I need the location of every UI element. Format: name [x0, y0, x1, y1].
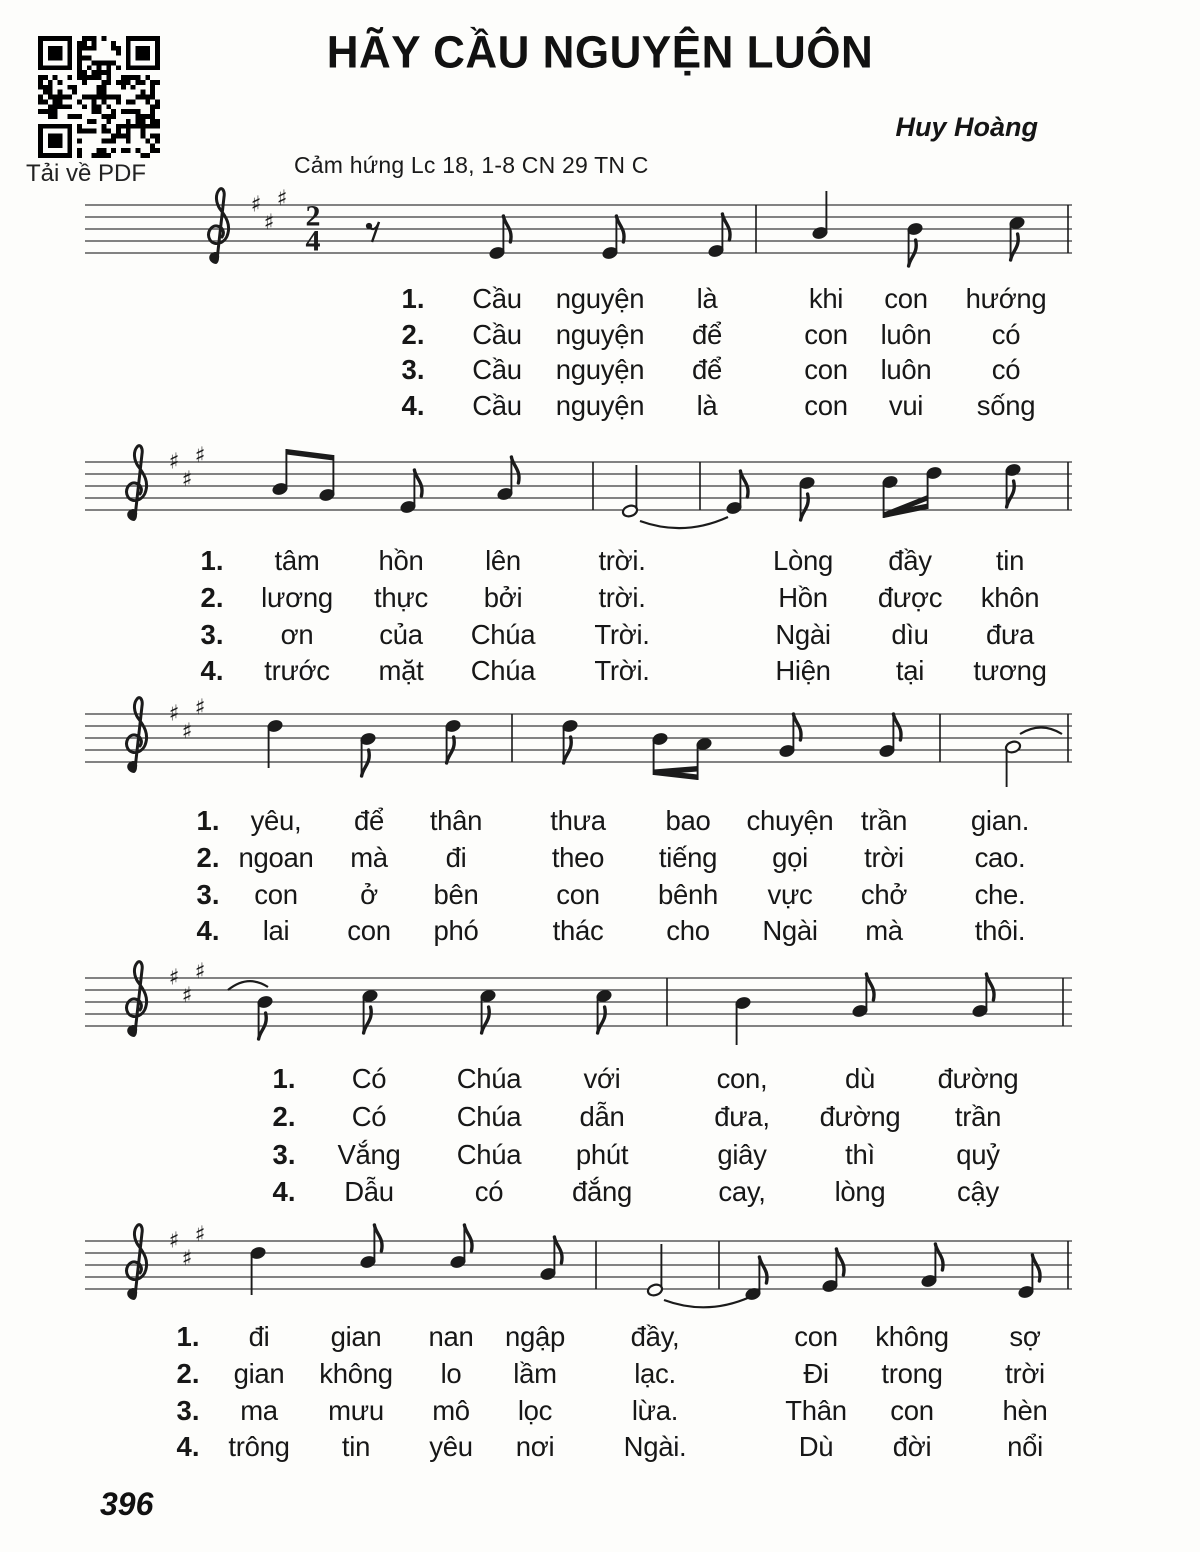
verse-line — [0, 618, 1200, 655]
svg-text:2: 2 — [305, 199, 321, 233]
lyric-word: sợ — [1009, 1321, 1041, 1352]
svg-text:♯: ♯ — [194, 1222, 206, 1248]
staff — [85, 696, 1072, 788]
lyric-word: ở — [360, 878, 378, 910]
lyric-word: của — [379, 618, 423, 650]
lyric-word: con — [347, 915, 391, 947]
lyric-word: ơn — [280, 618, 314, 650]
lyric-word: nguyện — [555, 354, 645, 386]
lyric-word: Hiện — [775, 655, 831, 687]
verse-number: 1. — [176, 1321, 200, 1352]
lyric-word: ma — [240, 1394, 278, 1426]
verse-number: 1. — [200, 545, 224, 576]
verse-number: 3. — [401, 354, 425, 386]
verse-line — [0, 282, 1200, 319]
lyric-word: con — [556, 878, 600, 910]
lyric-word: con — [794, 1321, 838, 1352]
lyric-word: cao. — [974, 841, 1026, 873]
lyric-word: không — [875, 1321, 949, 1352]
lyric-word: Trời. — [594, 618, 650, 650]
verse-line — [0, 1394, 1200, 1431]
lyric-word: đường — [819, 1100, 901, 1132]
verse-number: 2. — [200, 581, 224, 613]
lyric-word: Cầu — [472, 283, 522, 314]
verse-number: 4. — [200, 655, 224, 687]
lyric-word: tiếng — [658, 841, 718, 873]
staff — [85, 444, 1072, 529]
lyric-word: Có — [351, 1063, 387, 1094]
verse-number: 4. — [401, 390, 425, 422]
lyric-word: đi — [248, 1321, 270, 1352]
lyric-word: lên — [485, 545, 521, 576]
lyric-word: thì — [845, 1138, 875, 1170]
lyric-word: tại — [895, 655, 925, 687]
verse-line — [0, 544, 1200, 581]
lyric-word: trông — [228, 1431, 290, 1463]
lyric-word: con — [890, 1394, 934, 1426]
lyric-word: lương — [261, 581, 333, 613]
lyric-word: phó — [433, 915, 479, 947]
verse-number: 1. — [272, 1063, 296, 1094]
lyric-word: bênh — [658, 878, 718, 910]
lyric-word: nguyện — [555, 283, 645, 314]
lyric-word: Cầu — [472, 318, 522, 350]
lyric-word: Lòng — [773, 545, 833, 576]
svg-text:4: 4 — [305, 224, 321, 258]
verse-number: 3. — [176, 1394, 200, 1426]
verse-line — [0, 914, 1200, 951]
lyric-word: lai — [262, 915, 290, 947]
verse-number: 4. — [272, 1176, 296, 1208]
lyric-word: mà — [865, 915, 903, 947]
lyric-word: Ngài. — [623, 1431, 687, 1463]
verse-line — [0, 1062, 1200, 1099]
verse-line — [0, 1320, 1200, 1357]
lyric-word: nổi — [1007, 1431, 1043, 1463]
svg-text:♯: ♯ — [194, 695, 206, 721]
lyric-word: lừa. — [631, 1394, 679, 1426]
lyric-word: Dẫu — [344, 1176, 394, 1208]
lyric-word: hồn — [378, 545, 424, 576]
lyric-word: trong — [881, 1357, 943, 1389]
lyric-word: con — [804, 318, 848, 350]
lyric-word: đầy, — [630, 1321, 680, 1352]
verse-line — [0, 318, 1200, 355]
lyric-word: gian. — [970, 805, 1030, 836]
lyric-word: tâm — [274, 545, 320, 576]
lyric-word: có — [991, 354, 1021, 386]
lyric-word: Cầu — [472, 354, 522, 386]
verse-line — [0, 389, 1200, 426]
verse-number: 4. — [176, 1431, 200, 1463]
svg-text:♯: ♯ — [168, 965, 180, 991]
lyric-word: phút — [575, 1138, 629, 1170]
lyric-word: Ngài — [775, 618, 831, 650]
svg-text:♯: ♯ — [250, 192, 262, 218]
lyric-word: là — [696, 390, 718, 422]
lyric-word: đắng — [572, 1176, 632, 1208]
lyric-word: Trời. — [594, 655, 650, 687]
svg-text:♯: ♯ — [194, 959, 206, 985]
lyric-word: Ngài — [762, 915, 818, 947]
lyric-word: trần — [860, 805, 908, 836]
lyric-word: yêu, — [250, 805, 302, 836]
lyric-word: gian — [233, 1357, 285, 1389]
lyric-word: bởi — [483, 581, 523, 613]
lyric-word: con — [804, 354, 848, 386]
svg-text:♯: ♯ — [194, 443, 206, 469]
composer-name: Huy Hoàng — [895, 112, 1038, 142]
verse-number: 1. — [196, 805, 220, 836]
lyric-word: là — [696, 283, 718, 314]
verse-line — [0, 1175, 1200, 1212]
verse-line — [0, 1357, 1200, 1394]
lyric-word: hướng — [965, 283, 1047, 314]
verse-line — [0, 1138, 1200, 1175]
lyric-word: đời — [892, 1431, 932, 1463]
verse-number: 4. — [196, 915, 220, 947]
lyric-word: có — [991, 318, 1021, 350]
lyric-word: đầy — [888, 545, 932, 576]
lyric-word: với — [583, 1063, 621, 1094]
lyric-word: con — [884, 283, 928, 314]
lyric-word: vui — [888, 390, 924, 422]
verse-line — [0, 1430, 1200, 1467]
lyric-word: dẫn — [579, 1100, 625, 1132]
lyric-word: nguyện — [555, 390, 645, 422]
lyric-word: để — [692, 318, 722, 350]
lyric-word: Chúa — [470, 618, 536, 650]
staff — [85, 1223, 1072, 1308]
lyric-word: thôi. — [974, 915, 1026, 947]
lyric-word: con — [254, 878, 298, 910]
svg-text:♯: ♯ — [263, 210, 275, 236]
svg-text:♯: ♯ — [181, 983, 193, 1009]
lyric-word: khi — [808, 283, 844, 314]
verse-number: 3. — [200, 618, 224, 650]
scripture-reference: Cảm hứng Lc 18, 1-8 CN 29 TN C — [294, 152, 649, 178]
verse-line — [0, 581, 1200, 618]
lyric-word: để — [692, 354, 722, 386]
staff — [85, 187, 1072, 267]
lyric-word: cậy — [957, 1176, 999, 1208]
lyric-word: nguyện — [555, 318, 645, 350]
verse-line — [0, 654, 1200, 691]
lyric-word: bao — [665, 805, 711, 836]
lyric-word: để — [354, 805, 384, 836]
lyric-word: mô — [432, 1394, 470, 1426]
verse-number: 2. — [401, 318, 425, 350]
lyric-word: thác — [552, 915, 604, 947]
lyric-word: cay, — [718, 1176, 766, 1208]
song-title: HÃY CẦU NGUYỆN LUÔN — [326, 27, 874, 78]
verse-number: 2. — [176, 1357, 200, 1389]
lyric-word: trời — [1005, 1357, 1045, 1389]
lyric-word: yêu — [429, 1431, 473, 1463]
lyric-word: luôn — [880, 318, 932, 350]
staff — [85, 960, 1072, 1046]
lyric-word: mặt — [378, 655, 424, 687]
lyric-word: gian — [330, 1321, 382, 1352]
lyric-word: lầm — [513, 1357, 557, 1389]
lyric-word: luôn — [880, 354, 932, 386]
lyric-word: tương — [973, 655, 1047, 687]
lyric-word: giây — [717, 1138, 767, 1170]
verse-line — [0, 353, 1200, 390]
lyric-word: bên — [433, 878, 479, 910]
svg-text:♯: ♯ — [168, 701, 180, 727]
lyric-word: lòng — [834, 1176, 886, 1208]
svg-text:♯: ♯ — [181, 467, 193, 493]
lyric-word: trời. — [598, 581, 646, 613]
lyric-word: Đi — [803, 1357, 829, 1389]
verse-line — [0, 841, 1200, 878]
lyric-word: Chúa — [456, 1138, 522, 1170]
lyric-word: theo — [551, 841, 605, 873]
lyric-word: lạc. — [634, 1357, 676, 1389]
verse-number: 2. — [196, 841, 220, 873]
lyric-word: chở — [860, 878, 908, 910]
lyric-word: Hồn — [778, 581, 828, 613]
lyric-word: con — [804, 390, 848, 422]
lyric-word: lo — [440, 1357, 462, 1389]
lyric-word: che. — [974, 878, 1026, 910]
lyric-word: mưu — [328, 1394, 384, 1426]
verse-number: 3. — [272, 1138, 296, 1170]
verse-number: 2. — [272, 1100, 296, 1132]
lyric-word: được — [877, 581, 943, 613]
lyric-word: cho — [666, 915, 710, 947]
lyric-word: dù — [845, 1063, 875, 1094]
verse-line — [0, 1100, 1200, 1137]
lyric-word: đi — [445, 841, 467, 873]
lyric-word: nan — [428, 1321, 474, 1352]
lyric-word: thân — [429, 805, 483, 836]
lyric-word: vực — [767, 878, 813, 910]
lyric-word: thực — [374, 581, 428, 613]
lyric-word: quỷ — [956, 1138, 1000, 1170]
lyric-word: đưa — [985, 618, 1035, 650]
lyric-word: Có — [351, 1100, 387, 1132]
page-number: 396 — [100, 1486, 154, 1522]
verse-line — [0, 878, 1200, 915]
lyric-word: trần — [954, 1100, 1002, 1132]
lyric-word: đưa, — [714, 1100, 770, 1132]
lyric-word: nơi — [515, 1431, 555, 1463]
verse-line — [0, 804, 1200, 841]
verse-number: 3. — [196, 878, 220, 910]
lyric-word: trời. — [598, 545, 646, 576]
lyric-word: khôn — [980, 581, 1040, 613]
lyric-word: Chúa — [470, 655, 536, 687]
lyric-word: Vắng — [337, 1138, 401, 1170]
lyric-word: có — [474, 1176, 504, 1208]
lyric-word: tin — [341, 1431, 371, 1463]
lyric-word: hèn — [1002, 1394, 1048, 1426]
lyric-word: Thân — [785, 1394, 847, 1426]
lyric-word: Cầu — [472, 390, 522, 422]
lyric-word: thưa — [550, 805, 606, 836]
lyric-word: Dù — [798, 1431, 834, 1463]
svg-text:♯: ♯ — [181, 719, 193, 745]
verse-number: 1. — [401, 283, 425, 314]
lyric-word: gọi — [772, 841, 808, 873]
lyric-word: con, — [716, 1063, 768, 1094]
lyric-word: không — [319, 1357, 393, 1389]
lyric-word: sống — [976, 390, 1036, 422]
svg-text:♯: ♯ — [181, 1246, 193, 1272]
lyric-word: dìu — [891, 618, 929, 650]
lyric-word: mà — [350, 841, 388, 873]
svg-text:♯: ♯ — [276, 186, 288, 212]
lyric-word: trước — [264, 655, 330, 687]
lyric-word: ngập — [505, 1321, 565, 1352]
qr-download-label[interactable]: Tải về PDF — [26, 160, 147, 187]
svg-text:♯: ♯ — [168, 449, 180, 475]
lyric-word: trời — [864, 841, 904, 873]
lyric-word: đường — [937, 1063, 1019, 1094]
lyric-word: chuyện — [746, 805, 834, 836]
lyric-word: Chúa — [456, 1063, 522, 1094]
lyric-word: Chúa — [456, 1100, 522, 1132]
lyric-word: lọc — [517, 1394, 553, 1426]
lyric-word: ngoan — [238, 841, 314, 873]
lyric-word: tin — [995, 545, 1025, 576]
svg-text:♯: ♯ — [168, 1228, 180, 1254]
